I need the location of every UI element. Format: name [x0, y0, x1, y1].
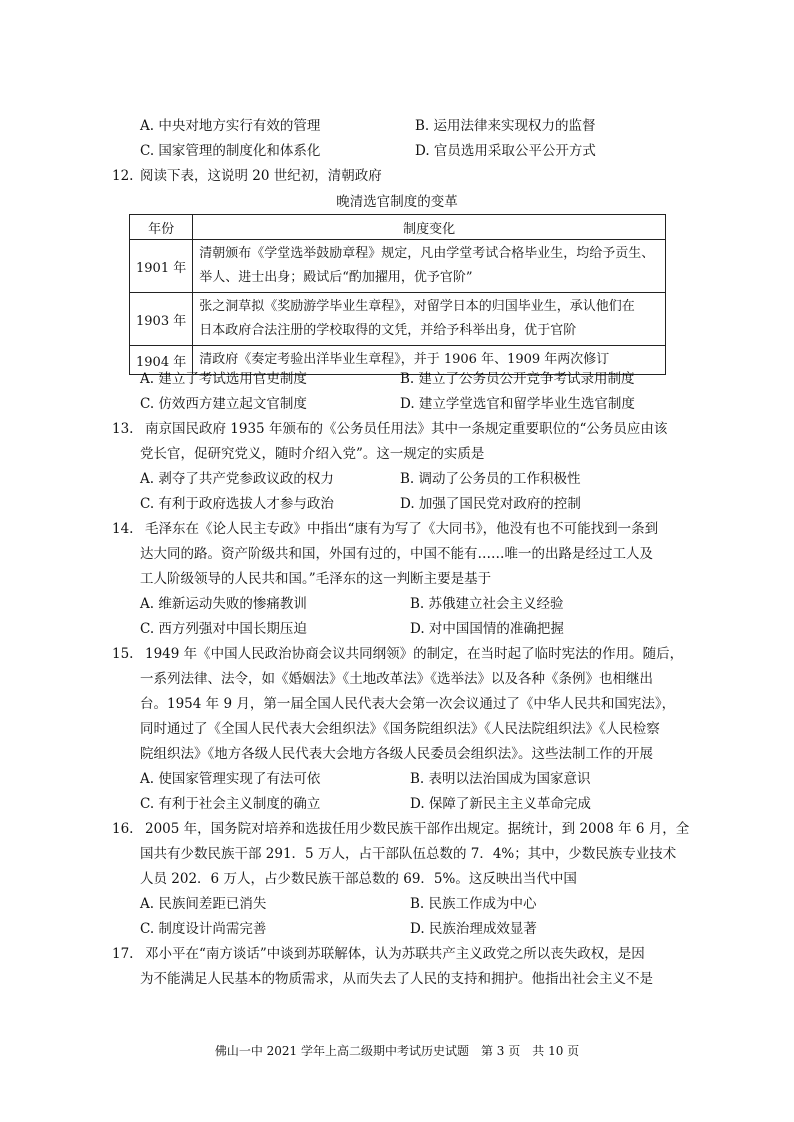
- q12-option-d: D. 建立学堂选官和留学毕业生选官制度: [400, 396, 635, 412]
- q16-option-b: B. 民族工作成为中心: [410, 896, 537, 912]
- q14-options-row-2: [140, 617, 700, 641]
- q14-line-3: 工人阶级领导的人民共和国。”毛泽东的这一判断主要是基于: [140, 571, 492, 587]
- q16-options-row-2: [140, 917, 700, 941]
- q13-line-1: 南京国民政府 1935 年颁布的《公务员任用法》其中一条规定重要职位的“公务员应由该: [145, 421, 668, 437]
- q13-number: 13.: [112, 421, 134, 437]
- q12-stem: 阅读下表，这说明 20 世纪初，清朝政府: [140, 168, 382, 184]
- q16-option-d: D. 民族治理成效显著: [410, 921, 537, 937]
- q16-line-3: 人员 202．6 万人，占少数民族干部总数的 69．5%。这反映出当代中国: [140, 871, 577, 887]
- q11-option-a: A. 中央对地方实行有效的管理: [140, 118, 321, 134]
- q14-number: 14.: [112, 521, 134, 537]
- q13-option-a: A. 剥夺了共产党参政议政的权力: [140, 471, 334, 487]
- page-footer: 佛山一中 2021 学年上高二级期中考试历史试题 第 3 页 共 10 页: [214, 1044, 580, 1058]
- q13-option-b: B. 调动了公务员的工作积极性: [400, 471, 581, 487]
- q11-option-d: D. 官员选用采取公平公开方式: [415, 143, 596, 159]
- table-cell-line: 清朝颁布《学堂选举鼓励章程》规定，凡由学堂考试合格毕业生，均给予贡生、: [199, 246, 655, 261]
- q16-options-row-1: [140, 892, 700, 916]
- table-header-year: 年份: [130, 215, 193, 240]
- q16-option-c: C. 制度设计尚需完善: [140, 921, 267, 937]
- q14-option-a: A. 维新运动失败的惨痛教训: [140, 596, 307, 612]
- q12-table-title: 晚清选官制度的变革: [336, 194, 458, 210]
- table-row: [130, 293, 666, 346]
- q12-options-row-2: [140, 392, 700, 416]
- q11-option-b: B. 运用法律来实现权力的监督: [415, 118, 596, 134]
- q15-line-5: 院组织法》《地方各级人民代表大会地方各级人民委员会组织法》。这些法制工作的开展: [140, 746, 653, 762]
- q13-options-row-1: [140, 467, 700, 491]
- q14-line-1: 毛泽东在《论人民主专政》中指出“康有为写了《大同书》，他没有也不可能找到一条到: [145, 521, 659, 537]
- q13-option-c: C. 有利于政府选拔人才参与政治: [140, 496, 334, 512]
- q14-line-2: 达大同的路。资产阶级共和国，外国有过的，中国不能有……唯一的出路是经过工人及: [140, 546, 653, 562]
- q15-options-row-2: [140, 792, 700, 816]
- q14-option-b: B. 苏俄建立社会主义经验: [410, 596, 564, 612]
- table-cell-year: 1904 年: [130, 346, 193, 375]
- table-cell-year: 1901 年: [130, 240, 193, 293]
- q17-number: 17.: [112, 946, 134, 962]
- q15-option-c: C. 有利于社会主义制度的确立: [140, 796, 321, 812]
- q17-line-2: 为不能满足人民基本的物质需求，从而失去了人民的支持和拥护。他指出社会主义不是: [140, 971, 653, 987]
- q15-option-a: A. 使国家管理实现了有法可依: [140, 771, 321, 787]
- table-row: [130, 240, 666, 293]
- q11-option-c: C. 国家管理的制度化和体系化: [140, 143, 321, 159]
- q14-options-row-1: [140, 592, 700, 616]
- q14-option-c: C. 西方列强对中国长期压迫: [140, 621, 307, 637]
- table-cell-line: 举人、进士出身；殿试后“酌加擢用，优予官阶”: [199, 270, 473, 285]
- table-cell-line: 日本政府合法注册的学校取得的文凭，并给予科举出身，优于官阶: [199, 323, 577, 338]
- q12-number: 12.: [112, 168, 134, 184]
- q11-options-row-2: [140, 139, 700, 163]
- q15-option-d: D. 保障了新民主主义革命完成: [410, 796, 591, 812]
- table-cell-desc: [193, 293, 666, 346]
- q16-option-a: A. 民族间差距已消失: [140, 896, 267, 912]
- q15-options-row-1: [140, 767, 700, 791]
- table-header-change: 制度变化: [193, 215, 666, 240]
- q15-line-2: 一系列法律、法令，如《婚姻法》《土地改革法》《选举法》以及各种《条例》也相继出: [140, 671, 653, 687]
- q15-line-3: 台。1954 年 9 月，第一届全国人民代表大会第一次会议通过了《中华人民共和国宪法》，: [140, 696, 676, 712]
- q16-number: 16.: [112, 821, 134, 837]
- q16-line-1: 2005 年，国务院对培养和选拔任用少数民族干部作出规定。据统计，到 2008 年 6 月，全: [145, 821, 690, 837]
- q13-option-d: D. 加强了国民党对政府的控制: [400, 496, 581, 512]
- table-cell-desc: [193, 240, 666, 293]
- q12-option-b: B. 建立了公务员公开竞争考试录用制度: [400, 371, 635, 387]
- q12-options-row-1: [140, 367, 700, 391]
- q13-line-2: 党长官，促研究党义，随时介绍入党”。这一规定的实质是: [140, 446, 485, 462]
- q12-option-c: C. 仿效西方建立起文官制度: [140, 396, 307, 412]
- q12-option-a: A. 建立了考试选用官吏制度: [140, 371, 307, 387]
- table-cell-line: 张之洞草拟《奖励游学毕业生章程》，对留学日本的归国毕业生，承认他们在: [199, 299, 635, 314]
- table-header-row: [130, 215, 666, 240]
- q15-line-1: 1949 年《中国人民政治协商会议共同纲领》的制定，在当时起了临时宪法的作用。随后，: [145, 646, 684, 662]
- q14-option-d: D. 对中国国情的准确把握: [410, 621, 564, 637]
- table-cell-year: 1903 年: [130, 293, 193, 346]
- table-cell-line: 清政府《奏定考验出洋毕业生章程》，并于 1906 年、1909 年两次修订: [199, 352, 610, 367]
- q11-options-row-1: [140, 114, 700, 138]
- q15-option-b: B. 表明以法治国成为国家意识: [410, 771, 591, 787]
- q15-line-4: 同时通过了《全国人民代表大会组织法》《国务院组织法》《人民法院组织法》《人民检察: [140, 721, 660, 737]
- q15-number: 15.: [112, 646, 134, 662]
- q17-line-1: 邓小平在“南方谈话”中谈到苏联解体，认为苏联共产主义政党之所以丧失政权，是因: [145, 946, 645, 962]
- q12-reform-table: [129, 214, 666, 375]
- q16-line-2: 国共有少数民族干部 291．5 万人，占干部队伍总数的 7．4%；其中，少数民族专业技术: [140, 846, 677, 862]
- q13-options-row-2: [140, 492, 700, 516]
